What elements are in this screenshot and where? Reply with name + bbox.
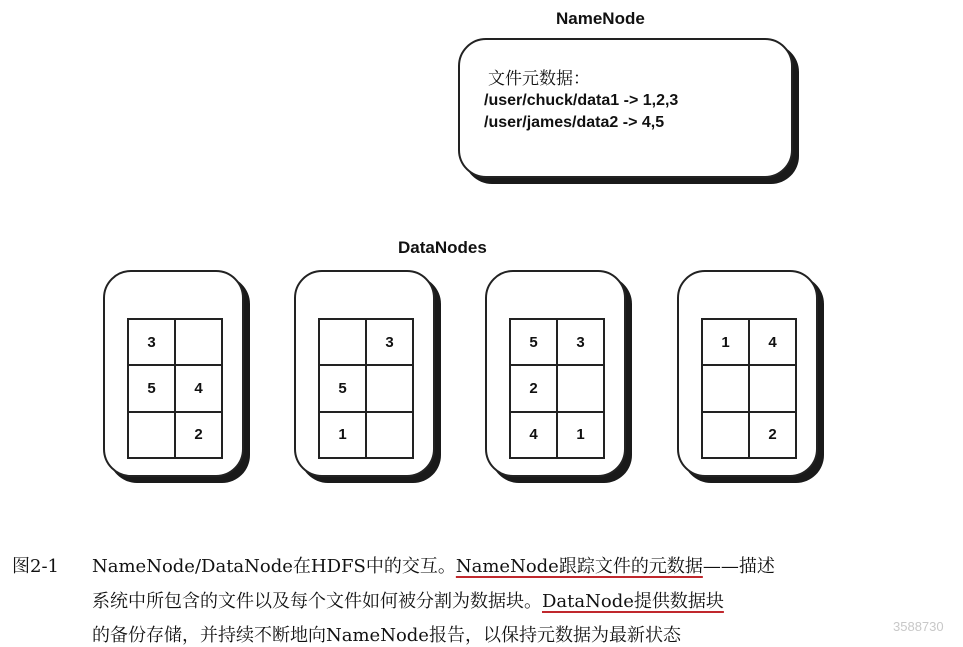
- block-cell: [702, 412, 749, 458]
- block-cell: 3: [557, 319, 604, 365]
- figure-number: 图2-1: [12, 556, 59, 577]
- datanodes-title: DataNodes: [398, 238, 487, 257]
- datanode-1: [103, 270, 244, 477]
- block-cell: [366, 365, 413, 411]
- datanode-2: [294, 270, 435, 477]
- caption-line-1-part-a: NameNode/DataNode在HDFS中的交互。: [92, 556, 456, 577]
- block-cell: 4: [175, 365, 222, 411]
- datanode-4: [677, 270, 818, 477]
- block-grid: [509, 318, 605, 459]
- block-cell: 1: [557, 412, 604, 458]
- block-cell: 5: [128, 365, 175, 411]
- caption-line-3: 的备份存储，并持续不断地向NameNode报告，以保持元数据为最新状态: [92, 625, 681, 646]
- namenode-entry-data1: /user/chuck/data1 -> 1,2,3: [484, 92, 679, 109]
- block-cell: [557, 365, 604, 411]
- watermark-text: 3588730: [893, 619, 944, 634]
- block-cell: 2: [510, 365, 557, 411]
- namenode-title: NameNode: [556, 9, 645, 28]
- block-cell: 4: [749, 319, 796, 365]
- block-cell: [749, 365, 796, 411]
- block-cell: 2: [749, 412, 796, 458]
- namenode-metadata-heading: 文件元数据：: [488, 69, 590, 89]
- caption-line-1-underlined: NameNode跟踪文件的元数据: [455, 556, 703, 577]
- caption-line-1-part-c: ——描述: [702, 556, 775, 577]
- block-cell: 2: [175, 412, 222, 458]
- block-grid: [127, 318, 223, 459]
- block-cell: 1: [702, 319, 749, 365]
- block-cell: 1: [319, 412, 366, 458]
- caption-line-1: [92, 552, 775, 578]
- namenode-entry-data2: /user/james/data2 -> 4,5: [484, 114, 665, 131]
- block-cell: 3: [366, 319, 413, 365]
- block-cell: 5: [319, 365, 366, 411]
- block-cell: [319, 319, 366, 365]
- block-cell: 5: [510, 319, 557, 365]
- block-cell: [366, 412, 413, 458]
- block-cell: 3: [128, 319, 175, 365]
- caption-line-2-underlined: DataNode提供数据块: [542, 591, 724, 612]
- block-cell: [128, 412, 175, 458]
- caption-line-2: [92, 587, 724, 613]
- caption-line-2-part-a: 系统中所包含的文件以及每个文件如何被分割为数据块。: [92, 591, 542, 612]
- block-cell: [702, 365, 749, 411]
- block-grid: [701, 318, 797, 459]
- block-cell: 4: [510, 412, 557, 458]
- block-grid: [318, 318, 414, 459]
- block-cell: [175, 319, 222, 365]
- datanode-3: [485, 270, 626, 477]
